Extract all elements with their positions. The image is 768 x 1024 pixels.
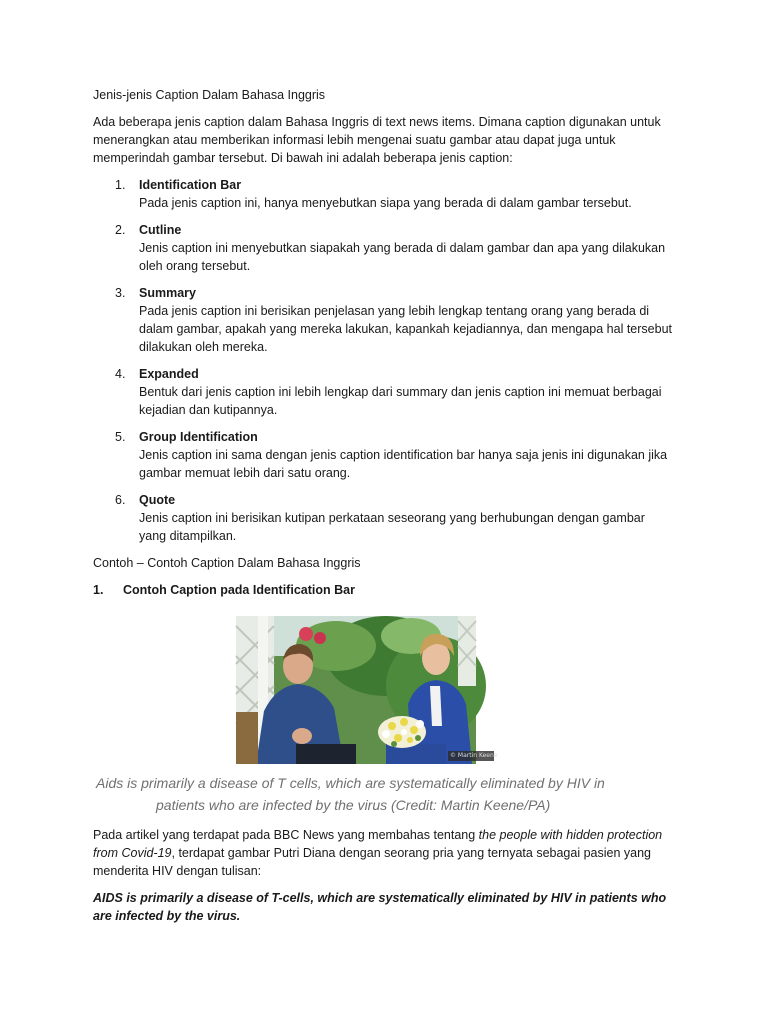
photo-caption-line: patients who are infected by the virus (Credit: Martin Keene/PA) (156, 797, 551, 813)
article-topic: the people with hidden protection from Covid-19 (93, 828, 663, 860)
photo-caption (96, 772, 656, 816)
list-number: 5. (115, 430, 126, 444)
list-number: 3. (115, 286, 126, 300)
list-item-title: Cutline (139, 223, 182, 237)
list-item-title: Quote (139, 493, 176, 507)
article-quote: AIDS is primarily a disease of T-cells, which are systematically eliminated by HIV in patients who are infected by the virus. (93, 891, 667, 923)
list-item-title: Summary (139, 286, 196, 300)
article-section (93, 826, 673, 934)
document-title: Jenis-jenis Caption Dalam Bahasa Inggris (93, 88, 326, 102)
list-item-description: Pada jenis caption ini, hanya menyebutkan siapa yang berada di dalam gambar tersebut. (139, 196, 632, 210)
example-item-heading (93, 581, 673, 599)
list-item (93, 221, 673, 275)
list-number: 4. (115, 367, 126, 381)
photo-caption-line: Aids is primarily a disease of T cells, which are systematically eliminated by HIV in (96, 775, 605, 791)
document-body (93, 86, 673, 599)
list-item-title: Group Identification (139, 430, 258, 444)
list-number: 2. (115, 223, 126, 237)
list-item (93, 365, 673, 419)
list-item-description: Pada jenis caption ini berisikan penjelasan yang lebih lengkap tentang orang yang berada di dalam gambar, apakah yang mereka lakukan, kapankah kejadiannya, dan mengapa hal tersebut dilakukan oleh mereka. (139, 304, 672, 354)
list-item (93, 284, 673, 356)
photo-credit-mark: © Martin Keene (450, 752, 498, 759)
list-item (93, 176, 673, 212)
list-number: 1. (115, 178, 126, 192)
caption-types-list (93, 176, 673, 545)
article-text: , terdapat gambar Putri Diana dengan seorang pria yang ternyata sebagai pasien yang menderita HIV dengan tulisan: (93, 846, 651, 878)
list-item-description: Bentuk dari jenis caption ini lebih lengkap dari summary dan jenis caption ini memuat berbagai kejadian dan kutipannya. (139, 385, 662, 417)
list-item-description: Jenis caption ini berisikan kutipan perkataan seseorang yang berhubungan dengan gambar yang ditampilkan. (139, 511, 645, 543)
examples-heading: Contoh – Contoh Caption Dalam Bahasa Inggris (93, 556, 361, 570)
article-paragraph (93, 826, 673, 880)
list-item-description: Jenis caption ini sama dengan jenis caption identification bar hanya saja jenis ini digunakan jika gambar memuat lebih dari satu orang. (139, 448, 668, 480)
list-item-description: Jenis caption ini menyebutkan siapakah yang berada di dalam gambar dan apa yang dilakukan oleh orang tersebut. (139, 241, 666, 273)
intro-paragraph: Ada beberapa jenis caption dalam Bahasa Inggris di text news items. Dimana caption digunakan untuk menerangkan atau memberikan informasi lebih mengenai suatu gambar atau dapat juga untuk memperindah gambar tersebut. Di bawah ini adalah beberapa jenis caption: (93, 115, 661, 165)
example-label: Contoh Caption pada Identification Bar (123, 583, 355, 597)
list-item (93, 428, 673, 482)
news-photo (236, 616, 498, 764)
list-item (93, 491, 673, 545)
list-item-title: Expanded (139, 367, 199, 381)
example-number: 1. (93, 583, 104, 597)
list-item-title: Identification Bar (139, 178, 242, 192)
list-number: 6. (115, 493, 126, 507)
article-text: Pada artikel yang terdapat pada BBC News yang membahas tentang (93, 828, 479, 842)
